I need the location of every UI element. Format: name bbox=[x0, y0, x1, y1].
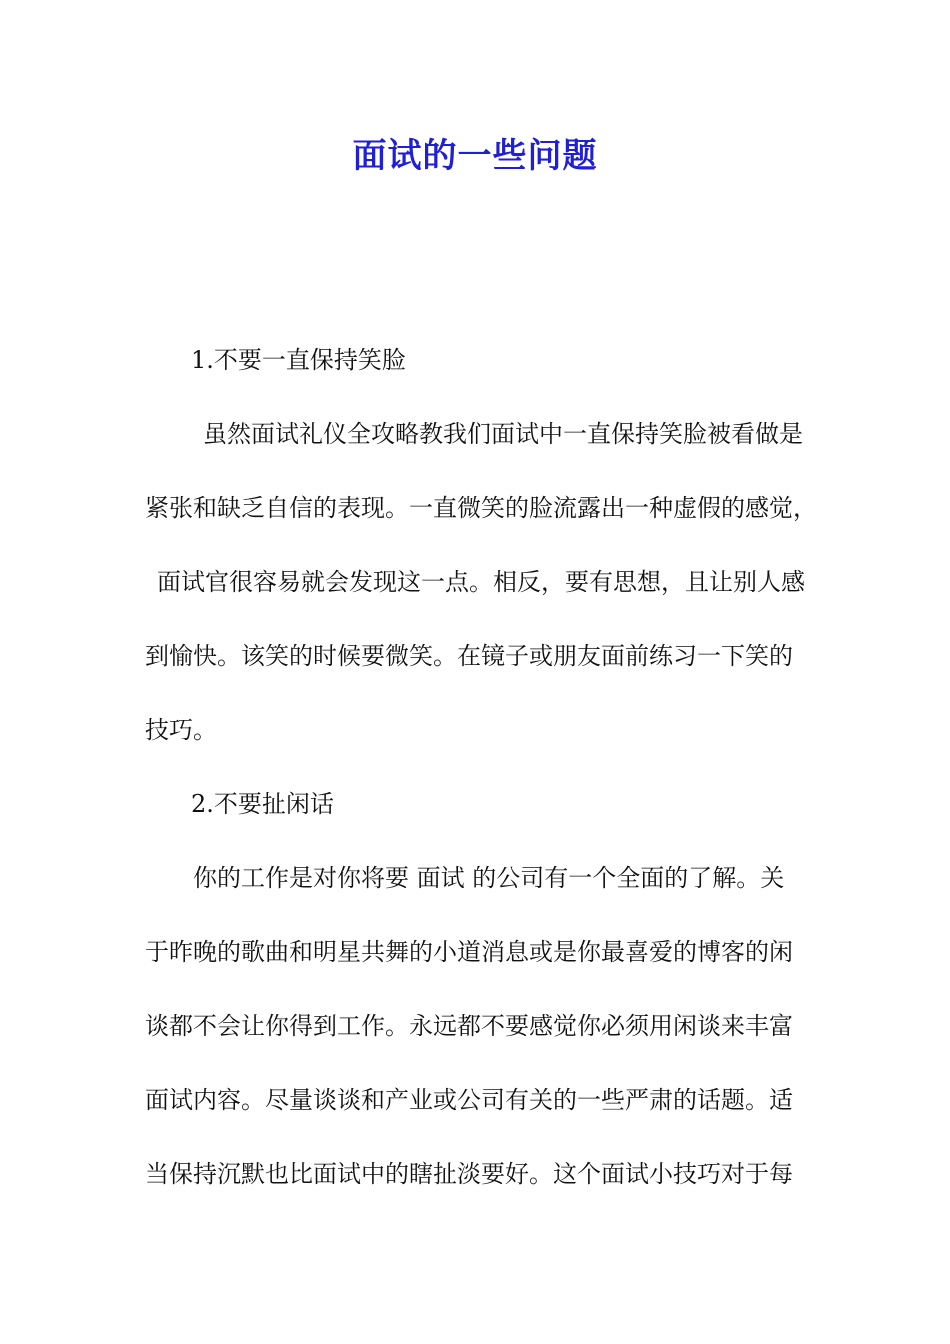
paragraph-line: 面试内容。尽量谈谈和产业或公司有关的一些严肃的话题。适 bbox=[145, 1086, 793, 1114]
paragraph-line: 紧张和缺乏自信的表现。一直微笑的脸流露出一种虚假的感觉， bbox=[145, 494, 817, 522]
document-title: 面试的一些问题 bbox=[352, 136, 598, 176]
paragraph-line: 到愉快。该笑的时候要微笑。在镜子或朋友面前练习一下笑的 bbox=[145, 642, 793, 670]
section-heading: 2.不要扯闲话 bbox=[191, 790, 334, 818]
section-heading: 1.不要一直保持笑脸 bbox=[191, 346, 406, 374]
paragraph-line: 面试官很容易就会发现这一点。相反，要有思想，且让别人感 bbox=[157, 568, 805, 596]
document-body bbox=[145, 333, 817, 1221]
paragraph-line: 当保持沉默也比面试中的瞎扯淡要好。这个面试小技巧对于每 bbox=[145, 1160, 793, 1188]
paragraph-line: 谈都不会让你得到工作。永远都不要感觉你必须用闲谈来丰富 bbox=[145, 1012, 793, 1040]
paragraph-line: 你的工作是对你将要 面试 的公司有一个全面的了解。关 bbox=[193, 864, 785, 892]
paragraph-line: 技巧。 bbox=[145, 716, 217, 744]
paragraph-line: 虽然面试礼仪全攻略教我们面试中一直保持笑脸被看做是 bbox=[203, 420, 803, 448]
paragraph-line: 于昨晚的歌曲和明星共舞的小道消息或是你最喜爱的博客的闲 bbox=[145, 938, 793, 966]
